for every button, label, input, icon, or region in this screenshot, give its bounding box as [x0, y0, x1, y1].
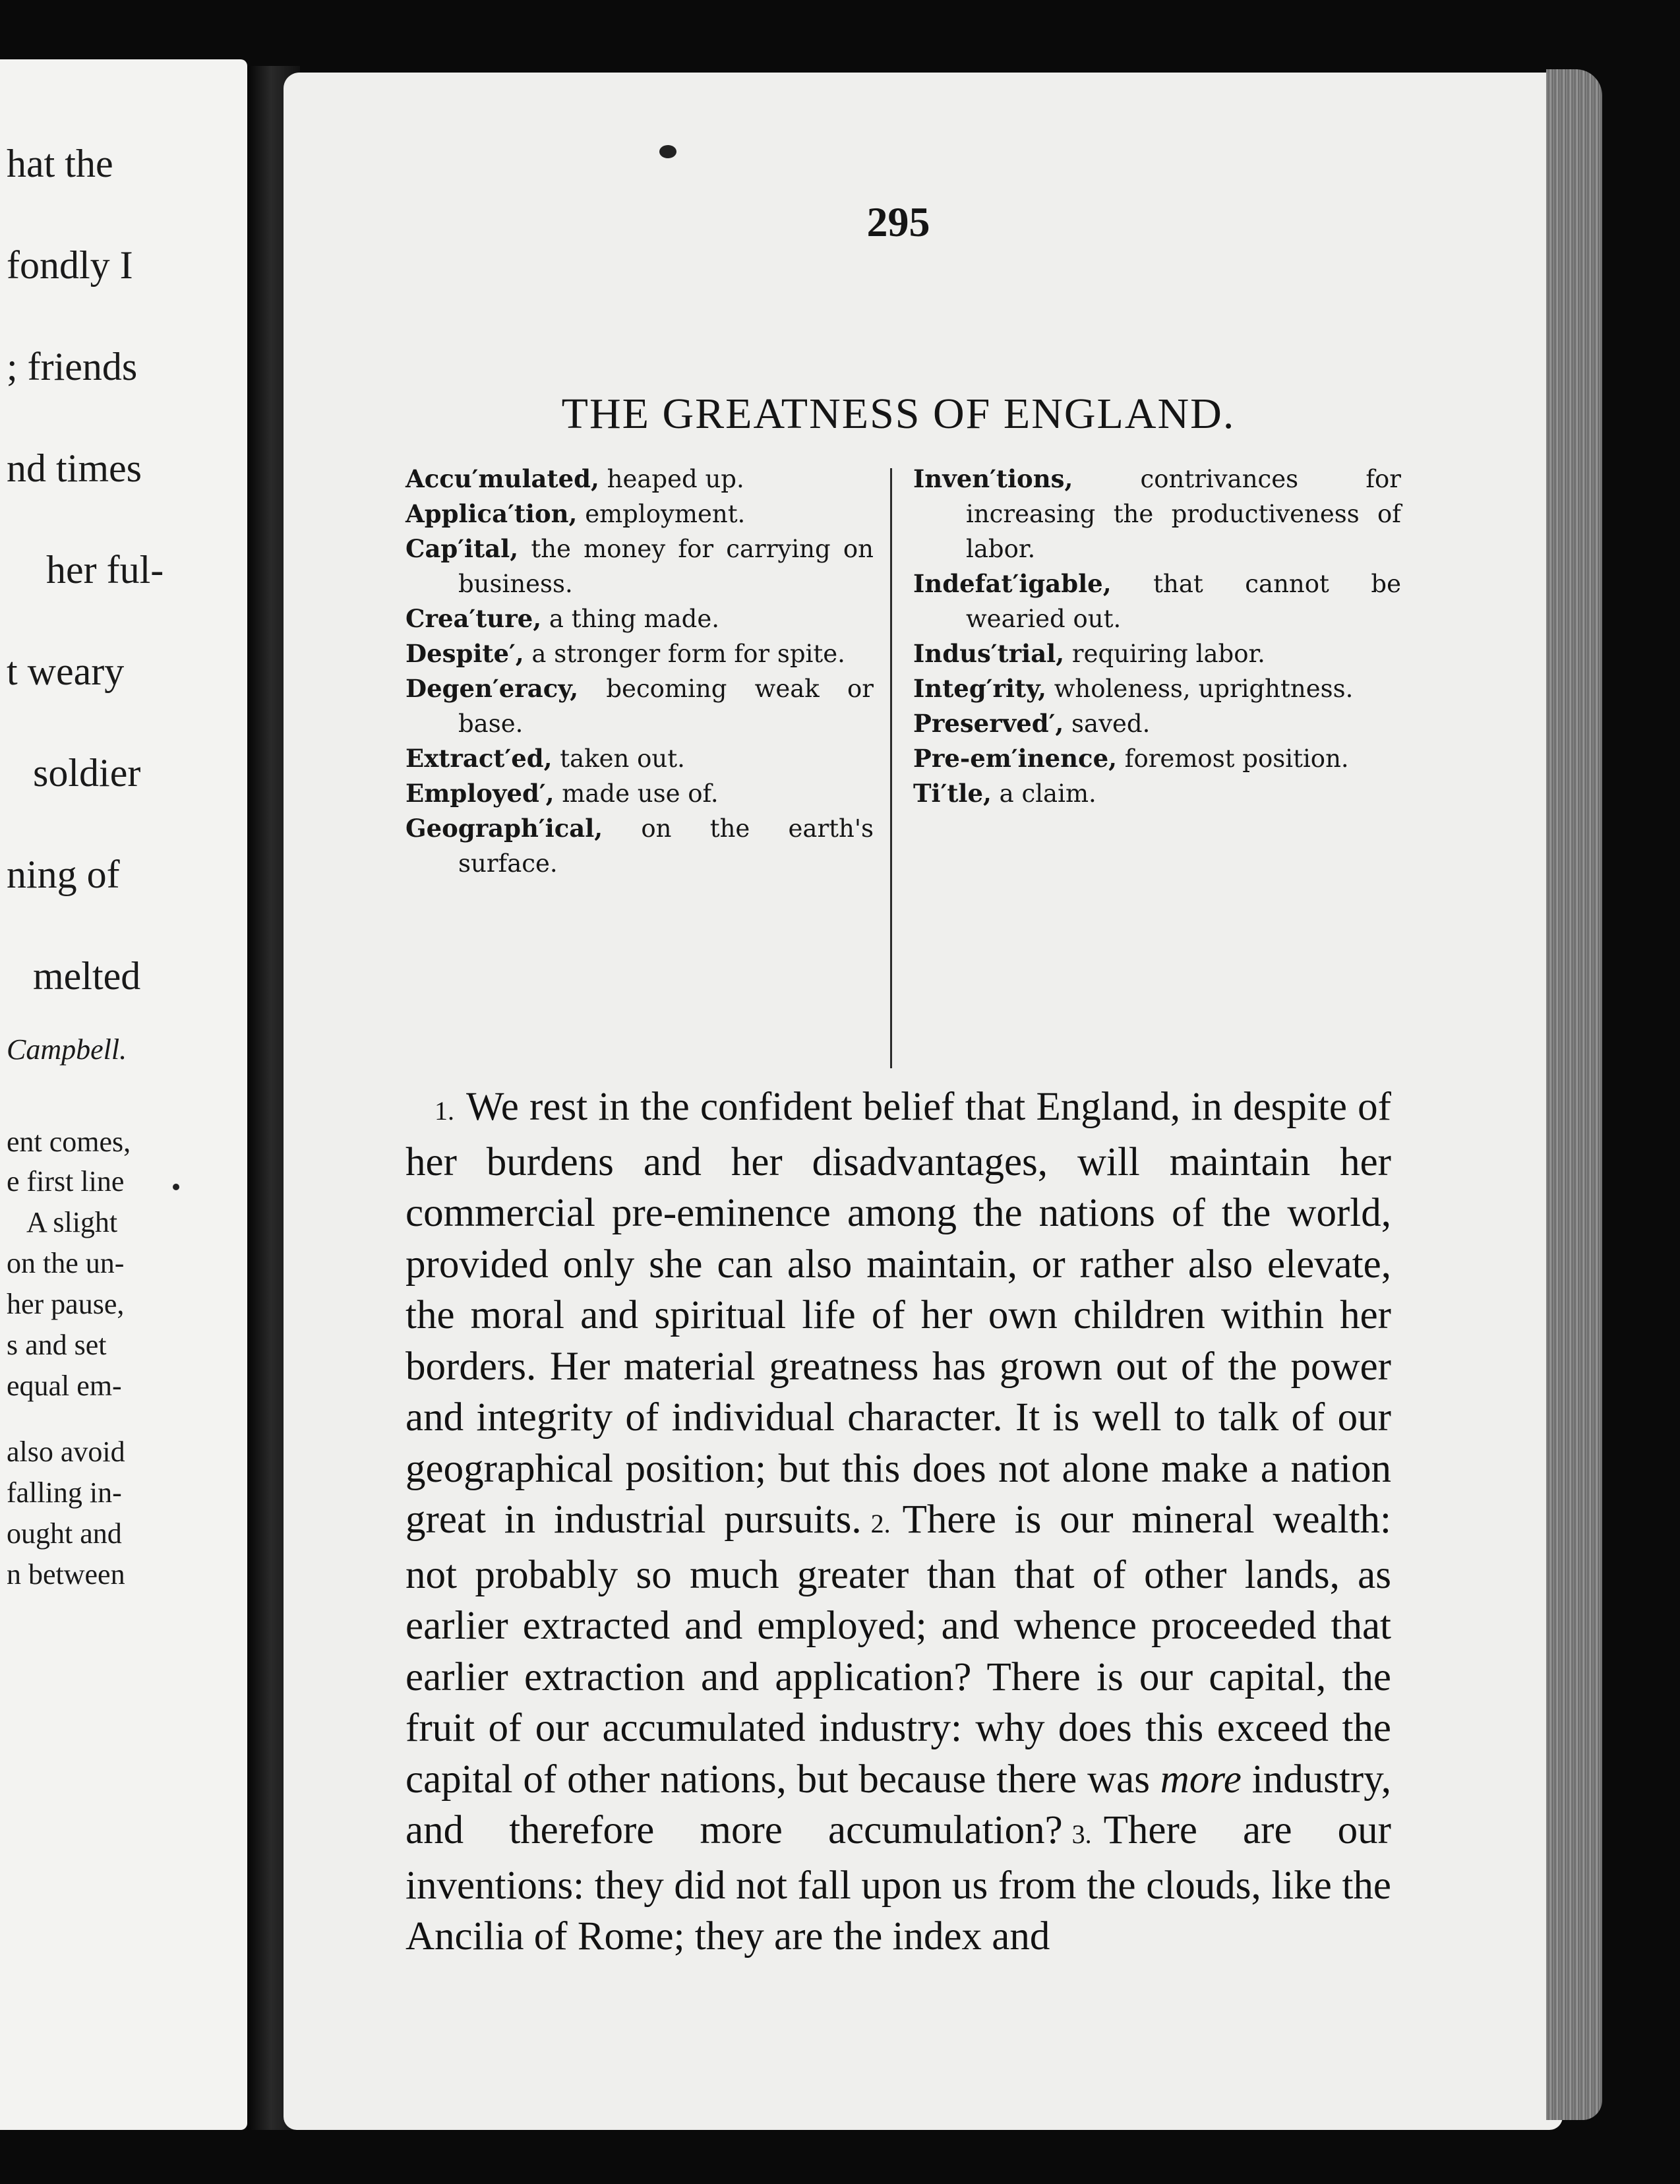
glossary-term: Crea′ture, [405, 604, 542, 633]
glossary-entry [405, 601, 874, 636]
glossary-definition: requiring labor. [1064, 640, 1265, 668]
ink-speck [173, 1184, 179, 1190]
left-page-line: her ful- [46, 548, 164, 592]
glossary-term: Inven′tions, [913, 464, 1073, 493]
glossary-definition: becoming weak or base. [458, 675, 874, 738]
paragraph-number: 3. [1071, 1819, 1092, 1849]
left-page-line: t weary [7, 650, 125, 693]
left-page-line: her pause, [7, 1288, 125, 1320]
left-page-line: n between [7, 1558, 125, 1591]
glossary-term: Preserved′, [913, 709, 1064, 738]
left-page-line: also avoid [7, 1436, 125, 1468]
glossary-term: Employed′, [405, 779, 555, 808]
glossary-divider [890, 468, 892, 1068]
glossary-entry [913, 462, 1401, 566]
paragraph-number: 1. [435, 1096, 454, 1126]
glossary-term: Ti′tle, [913, 779, 992, 808]
glossary-term: Extract′ed, [405, 744, 553, 773]
glossary-definition: heaped up. [599, 465, 744, 493]
left-page-line: falling in- [7, 1476, 122, 1509]
glossary-term: Accu′mulated, [405, 464, 599, 493]
left-page-line: ; friends [7, 345, 138, 388]
page-edges [1546, 69, 1602, 2120]
glossary-right-column [913, 462, 1401, 811]
left-page-line: on the un- [7, 1247, 125, 1279]
glossary-term: Indus′trial, [913, 639, 1065, 668]
left-page-attribution: Campbell. [7, 1033, 127, 1066]
glossary-term: Despite′, [405, 639, 524, 668]
glossary-definition: saved. [1064, 710, 1151, 738]
glossary-term: Pre-em′inence, [913, 744, 1118, 773]
emphasized-word: more [1160, 1757, 1242, 1802]
glossary-definition: foremost position. [1117, 744, 1349, 773]
glossary-definition: that cannot be wearied out. [966, 570, 1401, 633]
glossary-entry [405, 671, 874, 741]
glossary-entry [405, 497, 874, 531]
chapter-title: THE GREATNESS OF ENGLAND. [561, 390, 1236, 438]
glossary-entry [405, 462, 874, 497]
glossary-term: Applica′tion, [405, 499, 578, 528]
glossary-term: Indefat′igable, [913, 569, 1112, 598]
glossary-entry [913, 741, 1401, 776]
glossary-definition: the money for carrying on business. [458, 535, 874, 598]
page-number: 295 [866, 198, 930, 245]
glossary-definition: a stronger form for spite. [524, 640, 845, 668]
glossary-entry [405, 741, 874, 776]
glossary-term: Cap′ital, [405, 534, 519, 563]
left-page-line: fondly I [7, 243, 133, 287]
glossary-entry [405, 636, 874, 671]
glossary-entry [913, 706, 1401, 741]
left-page-line: e first line [7, 1165, 125, 1198]
glossary-definition: wholeness, uprightness. [1046, 675, 1354, 703]
glossary-entry [913, 671, 1401, 706]
left-page-line: A slight [26, 1206, 118, 1238]
paragraph-text: There is our mineral wealth: not probably so much greater than that of other lands, as earlier extracted and employed; and whence proceeded that earlier extraction and application? There is our capital, the fruit of our accumulated industry: why does this exceed the capital of other nations, but because there was [405, 1498, 1392, 1802]
glossary-definition: a thing made. [541, 605, 720, 633]
left-page-line: ought and [7, 1517, 122, 1550]
glossary-term: Integ′rity, [913, 674, 1046, 703]
left-page-line: soldier [33, 751, 141, 795]
paragraph-text: industry, and therefore more accumulation? [405, 1757, 1391, 1852]
glossary-term: Degen′eracy, [405, 674, 579, 703]
glossary-left-column [405, 462, 874, 881]
left-page-line: melted [33, 954, 141, 998]
glossary-entry [913, 566, 1401, 636]
left-page-line: nd times [7, 446, 142, 490]
paragraph-text: There are our inventions: they did not fall upon us from the clouds, like the Ancilia of Rome; they are the index and [405, 1808, 1391, 1958]
left-page-line: s and set [7, 1329, 107, 1361]
glossary-entry [405, 776, 874, 811]
glossary-definition: contrivances for increasing the productiveness of labor. [966, 465, 1401, 563]
glossary-definition: made use of. [554, 779, 719, 808]
body-text [405, 1081, 1391, 1962]
glossary-entry [913, 636, 1401, 671]
glossary-definition: on the earth's surface. [458, 814, 874, 878]
glossary-entry [405, 531, 874, 601]
left-page-line: equal em- [7, 1370, 122, 1402]
paragraph-text: We rest in the confident belief that England, in despite of her burdens and her disadvantages, will maintain her commercial pre-eminence among the nations of the world, provided only she can also maintain, or rather also elevate, the moral and spiritual life of her own children within her borders. Her material greatness has grown out of the power and integrity of individual character. It is well to talk of our geographical position; but this does not alone make a nation great in industrial pursuits. [405, 1085, 1391, 1542]
glossary-entry [913, 776, 1401, 811]
glossary-entry [405, 811, 874, 881]
left-page-line: ning of [7, 853, 120, 896]
glossary-definition: a claim. [991, 779, 1096, 808]
paragraph-number: 2. [870, 1509, 891, 1538]
ink-speck [659, 145, 676, 158]
left-page-line: ent comes, [7, 1126, 131, 1158]
glossary-definition: employment. [577, 500, 746, 528]
left-page [0, 59, 247, 2130]
left-page-line: hat the [7, 142, 113, 185]
glossary-term: Geograph′ical, [405, 814, 603, 843]
glossary-definition: taken out. [552, 744, 685, 773]
